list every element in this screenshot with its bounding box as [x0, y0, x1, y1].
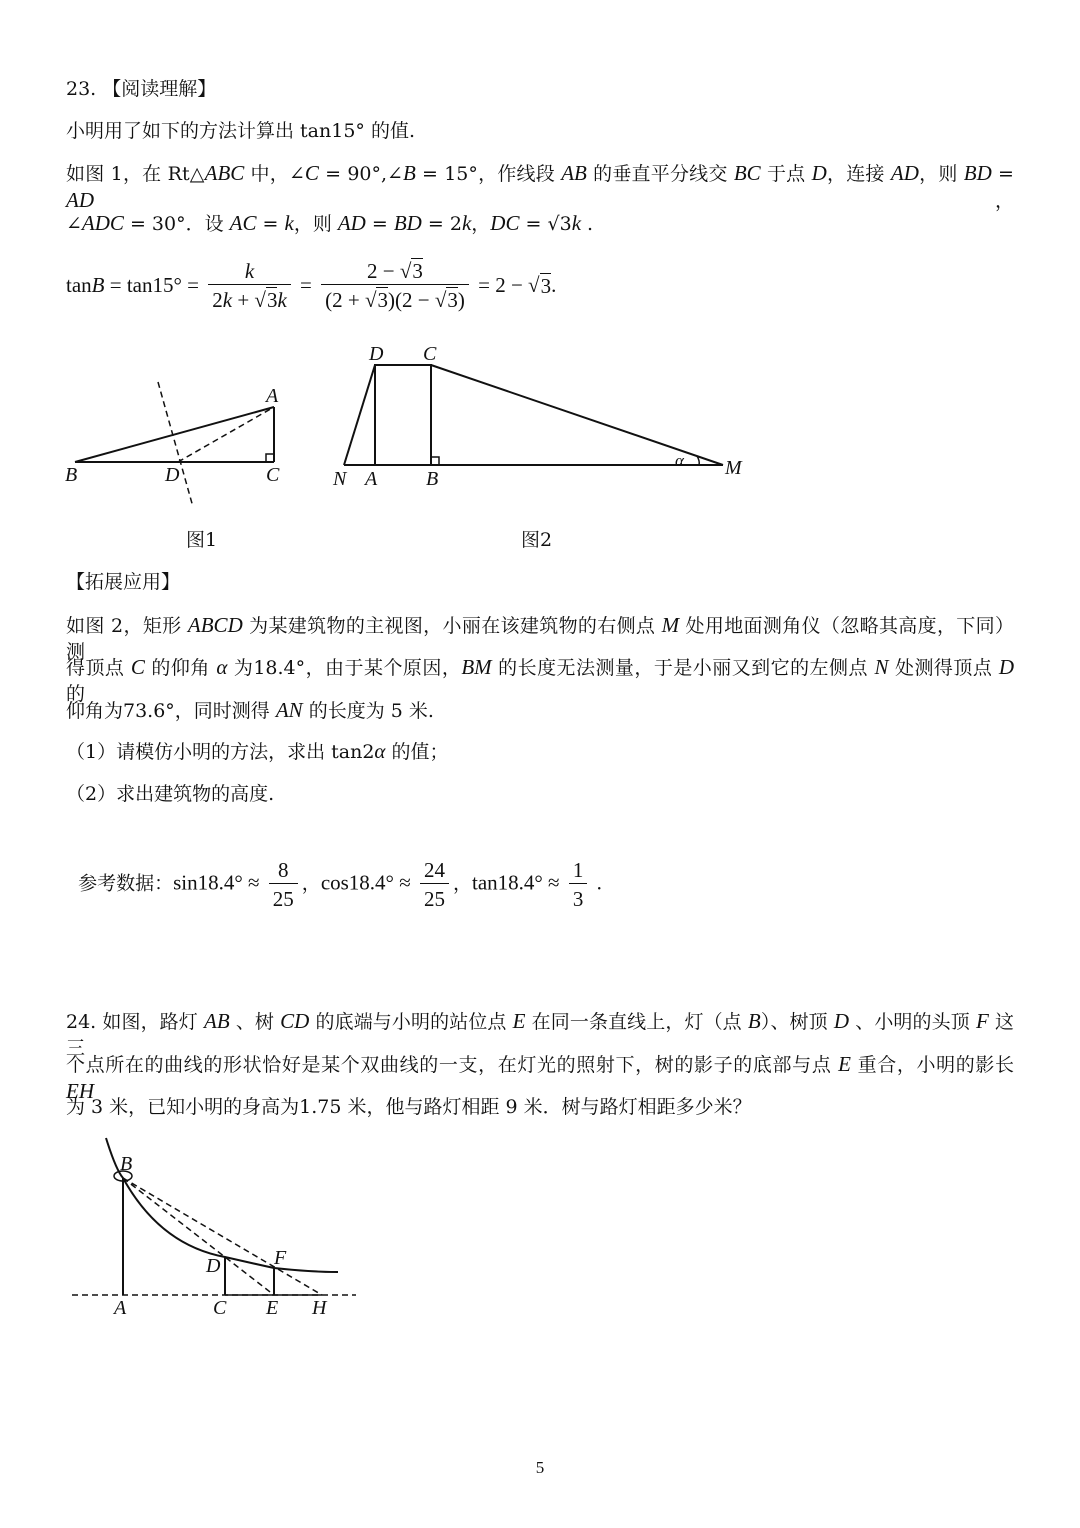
text-segment: 的垂直平分线交 [586, 163, 734, 185]
math-variable: BM [461, 655, 492, 679]
text-segment: 处测得顶点 [888, 657, 999, 679]
figure-1-caption: 图1 [186, 529, 218, 551]
formula-text: = tan15° = [104, 273, 205, 297]
text-segment: 得顶点 [66, 657, 131, 679]
math-variable: C [304, 161, 319, 185]
text-segment: 如图 1，在 Rt△ [66, 163, 205, 185]
text-line [66, 210, 593, 237]
text-segment: 在同一条直线上，灯（点 [525, 1011, 748, 1033]
text-segment: 【拓展应用】 [66, 571, 181, 593]
numerator: 2 − √3 [367, 259, 423, 283]
math-variable: D [833, 1009, 850, 1033]
math-variable: AC [229, 211, 257, 235]
text-segment: = 30°．设 [123, 213, 230, 235]
math-variable: BC [733, 161, 761, 185]
math-variable: α [216, 655, 228, 679]
sqrt-radicand: 3 [377, 288, 388, 312]
sin-value: sin18.4° ≈ [173, 870, 265, 895]
label-d: D [206, 1255, 221, 1277]
text-segment: ，则 [918, 163, 964, 185]
segment-ab [75, 407, 274, 462]
math-variable: AB [561, 161, 587, 185]
math-variable: D [811, 161, 827, 185]
text-segment: 为 3 米，已知小明的身高为1.75 米，他与路灯相距 9 米．树与路灯相距多少米？ [66, 1096, 752, 1118]
reference-data [66, 831, 602, 912]
numerator: k [244, 259, 255, 283]
text-line [66, 118, 415, 144]
text-segment: ，连接 [826, 163, 891, 185]
text-segment: 的仰角 [144, 657, 217, 679]
text-segment: 24. 如图，路灯 [66, 1011, 205, 1033]
text-segment: 中，∠ [244, 163, 305, 185]
sqrt-radicand: 3 [412, 259, 423, 283]
math-variable: AD [337, 211, 366, 235]
den-part: 2 [212, 288, 223, 312]
label-f: F [274, 1247, 287, 1269]
math-variable: EH [66, 1079, 94, 1103]
label-m: M [725, 457, 742, 479]
segment-nd [344, 365, 375, 465]
math-variable: E [512, 1009, 526, 1033]
den-part: ) [457, 288, 465, 312]
math-variable: M [661, 613, 680, 637]
text-line [66, 781, 274, 807]
figure-2 [344, 365, 723, 465]
right-angle-mark [431, 457, 439, 465]
figures-1-2 [0, 330, 1080, 560]
math-variable: ADC [81, 211, 124, 235]
segment-cm [431, 365, 723, 465]
text-segment: 的底端与小明的站位点 [309, 1011, 513, 1033]
den-part: (2 + [325, 288, 365, 312]
fraction [321, 258, 469, 313]
label-c: C [423, 343, 437, 365]
num-part: 2 − [367, 259, 400, 283]
math-variable: AB [204, 1009, 230, 1033]
sqrt-radicand: 3 [266, 288, 278, 312]
numerator: 24 [423, 858, 445, 882]
label-e: E [266, 1297, 279, 1319]
hyperbola-branch [106, 1138, 338, 1272]
sqrt-radicand: 3 [540, 273, 552, 298]
perpendicular-bisector [158, 382, 193, 507]
math-variable: DC [490, 211, 520, 235]
figure-2-caption: 图2 [521, 529, 553, 551]
label-c: C [266, 464, 280, 486]
text-segment: 的值； [385, 741, 449, 763]
fraction [208, 258, 291, 313]
den-part: + [232, 288, 255, 312]
sqrt-radicand: 3 [447, 288, 458, 312]
math-variable: BD [393, 211, 422, 235]
text-segment: = 15°，作线段 [415, 163, 562, 185]
label-n: N [333, 468, 347, 490]
math-variable: F [975, 1009, 989, 1033]
reference-label: 参考数据： [78, 872, 174, 895]
label-alpha: α [675, 451, 684, 470]
label-b: B [426, 468, 439, 490]
text-segment: ，则 [293, 213, 338, 235]
separator: ， [301, 872, 321, 895]
denominator: 25 [420, 883, 449, 912]
light-ray-be [123, 1178, 274, 1295]
denominator: (2 + √3)(2 − √3) [321, 284, 469, 313]
math-variable: α [374, 739, 386, 763]
text-line [66, 160, 1014, 214]
formula-var: B [91, 273, 105, 297]
segment-ad [178, 407, 274, 462]
tan-value: tan18.4° ≈ [472, 870, 565, 895]
right-angle-mark [266, 454, 274, 462]
math-variable: CD [280, 1009, 310, 1033]
formula-text: . [551, 273, 557, 297]
page-number: 5 [535, 1458, 545, 1477]
period: . [591, 870, 602, 895]
text-segment: = [991, 163, 1014, 185]
text-segment: 个点所在的曲线的形状恰好是某个双曲线的一支，在灯光的照射下，树的影子的底部与点 [66, 1054, 839, 1076]
denominator: 2k + √3k [208, 284, 291, 313]
label-b: B [120, 1153, 133, 1175]
label-a: A [114, 1297, 127, 1319]
math-variable: E [838, 1052, 851, 1076]
text-segment: 这三 [66, 1011, 1014, 1059]
text-segment: 的 [66, 683, 86, 705]
text-segment: 仰角为73.6°，同时测得 [66, 700, 276, 722]
math-variable: D [998, 655, 1014, 679]
math-variable: AD [66, 188, 94, 212]
separator: ， [452, 872, 472, 895]
fraction [269, 857, 298, 912]
label-a: A [266, 385, 279, 407]
label-d: D [165, 464, 180, 486]
text-segment: 于点 [760, 163, 812, 185]
text-segment: 的长度为 5 米. [302, 700, 434, 722]
figure-1 [75, 382, 274, 507]
text-segment: 、小明的头顶 [849, 1011, 976, 1033]
fraction [420, 857, 449, 912]
label-a: A [365, 468, 378, 490]
math-variable: N [874, 655, 889, 679]
math-variable: ABC [204, 161, 245, 185]
fraction [569, 857, 588, 912]
text-segment: ， [471, 213, 491, 235]
tan15-derivation-formula: tan B = tan15° = $\frac{k}{2k + √3k}$ = $\frac{2 - √3}{(2 + √3)(2 - √3)}$ = 2 − √ 3 . [66, 259, 557, 312]
text-segment: 、树 [229, 1011, 281, 1033]
numerator: 1 [572, 858, 584, 882]
text-segment: 的长度无法测量，于是小丽又到它的左侧点 [491, 657, 875, 679]
math-variable: B [747, 1009, 761, 1033]
cos-value: cos18.4° ≈ [320, 870, 416, 895]
text-segment: = [365, 213, 394, 235]
text-line [66, 697, 434, 724]
text-segment: 重合，小明的影长 [850, 1054, 1014, 1076]
text-segment: . [581, 213, 594, 235]
math-variable: C [130, 655, 145, 679]
text-line [66, 1094, 752, 1120]
text-segment: 小明用了如下的方法计算出 tan15° 的值. [66, 120, 415, 142]
text-segment: 23. 【阅读理解】 [66, 78, 217, 100]
den-var: k [222, 288, 233, 312]
label-c: C [213, 1297, 227, 1319]
denominator: 3 [569, 883, 588, 912]
formula-text: = [294, 273, 318, 297]
math-variable: BD [963, 161, 992, 185]
text-line [66, 76, 216, 102]
figure-3-streetlight [0, 1130, 400, 1330]
math-variable: B [402, 161, 416, 185]
text-segment: = [256, 213, 285, 235]
math-variable: k [461, 211, 472, 235]
math-variable: ABCD [187, 613, 243, 637]
light-ray-bh [123, 1178, 322, 1295]
building-rectangle [375, 365, 431, 465]
label-d: D [369, 343, 384, 365]
math-variable: AD [890, 161, 919, 185]
label-h: H [312, 1297, 327, 1319]
formula-text: = 2 − [472, 273, 529, 297]
text-segment: ）、树顶 [760, 1011, 834, 1033]
text-segment: ， [94, 190, 1014, 212]
math-variable: AN [275, 698, 303, 722]
den-var: k [277, 288, 287, 312]
text-segment: ∠ [66, 213, 82, 235]
text-segment: （1）请模仿小明的方法，求出 tan2 [66, 741, 375, 763]
denominator: 25 [269, 883, 298, 912]
text-segment: 为18.4°，由于某个原因， [227, 657, 462, 679]
text-segment: （2）求出建筑物的高度. [66, 783, 275, 805]
text-segment: = √3 [519, 213, 572, 235]
text-segment: 如图 2，矩形 [66, 615, 188, 637]
den-part: )(2 − [387, 288, 435, 312]
label-b: B [65, 464, 78, 486]
text-segment: 处用地面测角仪（忽略其高度，下同）测 [66, 615, 1014, 663]
text-line [66, 738, 449, 765]
numerator: 8 [278, 858, 289, 882]
text-segment: = 2 [421, 213, 462, 235]
text-segment: = 90°,∠ [318, 163, 403, 185]
math-variable: k [284, 211, 294, 235]
math-variable: k [571, 211, 582, 235]
text-segment: 为某建筑物的主视图，小丽在该建筑物的右侧点 [242, 615, 662, 637]
text-line [66, 569, 180, 595]
formula-text: tan [66, 273, 92, 297]
